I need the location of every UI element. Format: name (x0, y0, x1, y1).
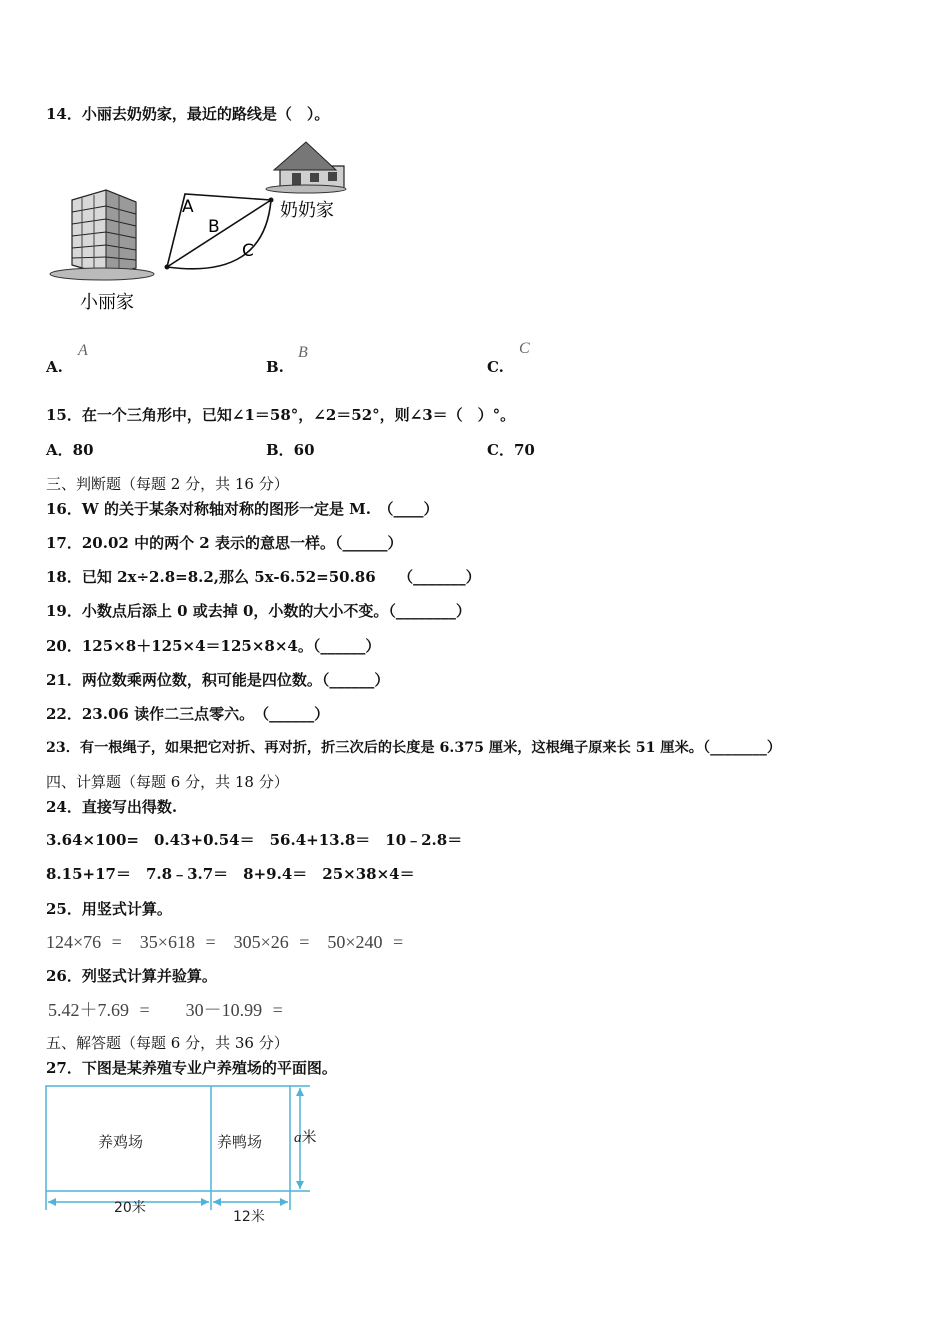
q27-farm-plan-figure (40, 1080, 340, 1230)
chicken-farm-label: 养鸡场 (98, 1133, 144, 1151)
question-22: 22．23.06 读作二三点零六。 （______） (46, 705, 330, 723)
duck-farm-label: 养鸭场 (217, 1133, 263, 1151)
q25-stem: 25．用竖式计算。 (46, 900, 172, 918)
height-unit-label: 米 (301, 1128, 317, 1146)
route-c-label: C (242, 241, 254, 261)
xiaoli-home-label: 小丽家 (80, 292, 134, 313)
question-23: 23．有一根绳子，如果把它对折、再对折，折三次后的长度是 6.375 厘米，这根绳子原来长 51 厘米。（________） (46, 740, 782, 756)
q15-option-b[interactable]: B．60 (266, 441, 315, 459)
q27-stem: 27．下图是某养殖专业户养殖场的平面图。 (46, 1059, 337, 1077)
q24-stem: 24．直接写出得数. (46, 798, 178, 816)
apartment-building-icon (50, 190, 154, 280)
q26-expressions: 5.42＋7.69 = 30－10.99 = (48, 1000, 283, 1020)
section3-heading: 三、判断题（每题 2 分，共 16 分） (46, 475, 289, 493)
q14-route-figure (44, 140, 364, 320)
question-16: 16．W 的关于某条对称轴对称的图形一定是 M. （____） (46, 500, 439, 518)
q14-option-c-image: C (519, 340, 530, 357)
section4-heading: 四、计算题（每题 6 分，共 18 分） (46, 773, 289, 791)
q14-option-b[interactable]: B. B (266, 344, 308, 376)
q26-stem: 26．列竖式计算并验算。 (46, 967, 217, 985)
svg-text:a米 (294, 1128, 317, 1146)
grandma-home-label: 奶奶家 (280, 200, 334, 221)
route-a-label: A (182, 197, 194, 217)
section5-heading: 五、解答题（每题 6 分，共 36 分） (46, 1034, 289, 1052)
question-19: 19．小数点后添上 0 或去掉 0，小数的大小不变。（________） (46, 602, 471, 620)
q15-option-c[interactable]: C．70 (487, 441, 535, 459)
q15-option-a[interactable]: A．80 (46, 441, 94, 459)
house-icon (266, 142, 346, 193)
q14-option-c[interactable]: C. C (487, 340, 530, 376)
width-12m-label: 12米 (233, 1209, 265, 1225)
q25-expressions: 124×76 = 35×618 = 305×26 = 50×240 = (46, 932, 404, 952)
q24-row-2: 8.15+17＝ 7.8﹣3.7＝ 8+9.4＝ 25×38×4＝ (46, 865, 415, 883)
q14-stem: 14．小丽去奶奶家，最近的路线是（ ）。 (46, 105, 330, 123)
width-20m-label: 20米 (114, 1200, 146, 1216)
question-21: 21．两位数乘两位数，积可能是四位数。（______） (46, 671, 390, 689)
q14-option-b-image: B (298, 344, 308, 361)
question-18: 18．已知 2x÷2.8=8.2,那么 5x-6.52=50.86 （_______） (46, 568, 481, 586)
height-variable-label: a (294, 1130, 302, 1146)
question-17: 17．20.02 中的两个 2 表示的意思一样。（______） (46, 534, 403, 552)
q14-option-a[interactable]: A. A (46, 342, 88, 376)
route-b-label: B (208, 217, 220, 237)
q15-stem: 15．在一个三角形中，已知∠1＝58°，∠2＝52°，则∠3＝（ ）°。 (46, 406, 516, 424)
q24-row-1: 3.64×100= 0.43+0.54＝ 56.4+13.8＝ 10﹣2.8＝ (46, 831, 463, 849)
question-20: 20．125×8＋125×4＝125×8×4。（______） (46, 637, 381, 655)
q14-option-a-image: A (78, 342, 88, 359)
